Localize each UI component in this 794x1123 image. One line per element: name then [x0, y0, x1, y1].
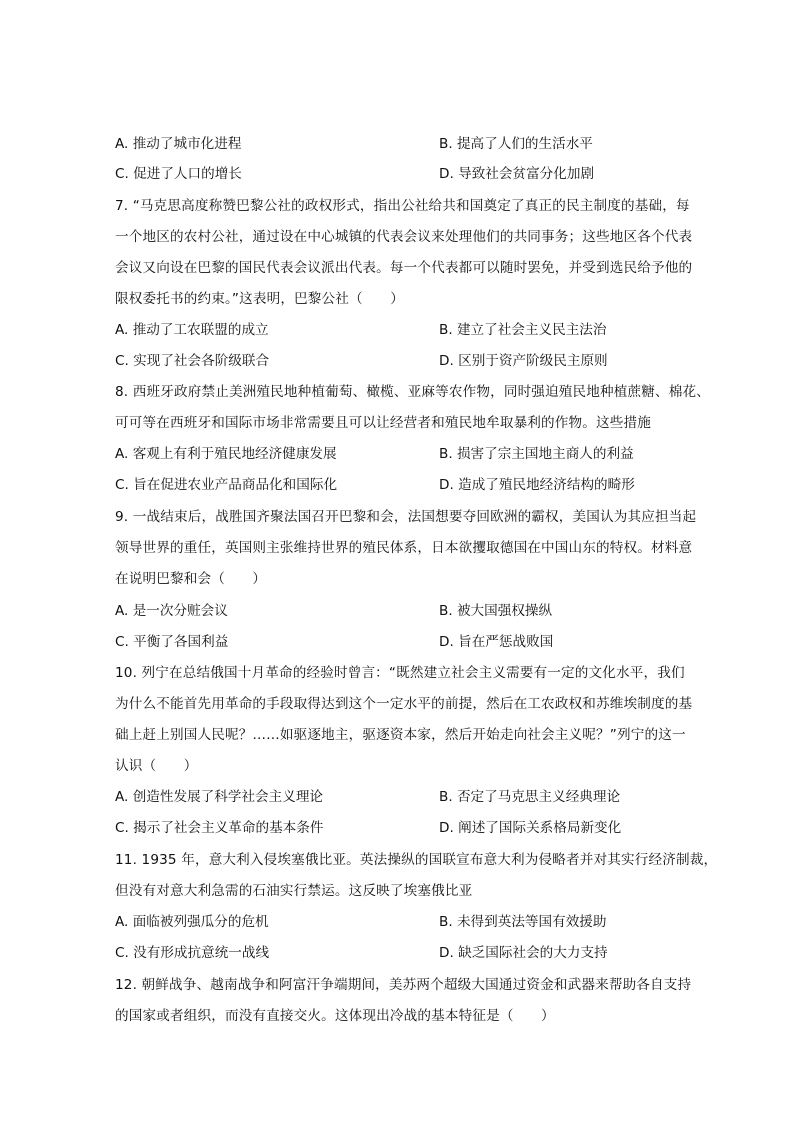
question-9-stem-line-1: 9. 一战结束后，战胜国齐聚法国召开巴黎和会，法国想要夺回欧洲的霸权，美国认为其应担当起	[115, 509, 697, 525]
question-12-stem-line-2: 的国家或者组织，而没有直接交火。这体现出冷战的基本特征是（ ）	[115, 1008, 555, 1024]
question-10-stem-line-1: 10. 列宁在总结俄国十月革命的经验时曾言：“既然建立社会主义需要有一定的文化水平，我们	[115, 665, 685, 681]
question-7-stem-line-2: 一个地区的农村公社，通过设在中心城镇的代表会议来处理他们的共同事务；这些地区各个代表	[115, 229, 693, 245]
question-10-stem-line-3: 础上赶上别国人民呢？……如驱逐地主，驱逐资本家，然后开始走向社会主义呢？”列宁的这一	[115, 727, 686, 743]
question-7-stem-line-1: 7. “马克思高度称赞巴黎公社的政权形式，指出公社给共和国奠定了真正的民主制度的基础，每	[115, 198, 690, 214]
option-d: D. 阐述了国际关系格局新变化	[439, 820, 622, 836]
option-d: D. 区别于资产阶级民主原则	[439, 353, 608, 369]
option-c: C. 平衡了各国利益	[115, 634, 229, 650]
question-7-stem-line-4: 限权委托书的约束。”这表明，巴黎公社（ ）	[115, 291, 405, 307]
option-b: B. 否定了马克思主义经典理论	[439, 789, 621, 805]
option-d: D. 造成了殖民地经济结构的畸形	[439, 477, 635, 493]
option-b: B. 未得到英法等国有效援助	[439, 914, 607, 930]
option-b: B. 被大国强权操纵	[439, 603, 553, 619]
question-8-stem-line-2: 可可等在西班牙和国际市场非常需要且可以让经营者和殖民地牟取暴利的作物。这些措施	[115, 415, 652, 431]
option-c: C. 揭示了社会主义革命的基本条件	[115, 820, 324, 836]
option-c: C. 没有形成抗意统一战线	[115, 945, 270, 961]
option-d: D. 旨在严惩战败国	[439, 634, 554, 650]
question-11-stem-line-1: 11. 1935 年，意大利入侵埃塞俄比亚。英法操纵的国联宣布意大利为侵略者并对其实行经济制裁，	[115, 852, 718, 868]
option-a: A. 客观上有利于殖民地经济健康发展	[115, 446, 337, 462]
question-9-stem-line-2: 领导世界的重任，英国则主张维持世界的殖民体系，日本欲攫取德国在中国山东的特权。材料意	[115, 540, 693, 556]
option-d: D. 导致社会贫富分化加剧	[439, 166, 595, 182]
option-a: A. 推动了城市化进程	[115, 136, 242, 152]
question-10-stem-line-2: 为什么不能首先用革命的手段取得达到这个一定水平的前提，然后在工农政权和苏维埃制度的基	[115, 696, 693, 712]
question-10-stem-line-4: 认识（ ）	[115, 758, 198, 774]
option-a: A. 推动了工农联盟的成立	[115, 322, 269, 338]
option-b: B. 建立了社会主义民主法治	[439, 322, 607, 338]
option-d: D. 缺乏国际社会的大力支持	[439, 945, 608, 961]
question-9-stem-line-3: 在说明巴黎和会（ ）	[115, 571, 267, 587]
option-a: A. 是一次分赃会议	[115, 603, 228, 619]
option-c: C. 促进了人口的增长	[115, 166, 242, 182]
option-c: C. 实现了社会各阶级联合	[115, 353, 270, 369]
question-8-stem-line-1: 8. 西班牙政府禁止美洲殖民地种植葡萄、橄榄、亚麻等农作物，同时强迫殖民地种植蔗糖、棉花、	[115, 384, 710, 400]
option-b: B. 提高了人们的生活水平	[439, 136, 593, 152]
question-12-stem-line-1: 12. 朝鲜战争、越南战争和阿富汗争端期间，美苏两个超级大国通过资金和武器来帮助各自支持	[115, 977, 692, 993]
option-b: B. 损害了宗主国地主商人的利益	[439, 446, 634, 462]
option-a: A. 面临被列强瓜分的危机	[115, 914, 269, 930]
option-a: A. 创造性发展了科学社会主义理论	[115, 789, 324, 805]
question-7-stem-line-3: 会议又向设在巴黎的国民代表会议派出代表。每一个代表都可以随时罢免，并受到选民给予他的	[115, 260, 693, 276]
question-11-stem-line-2: 但没有对意大利急需的石油实行禁运。这反映了埃塞俄比亚	[115, 883, 473, 899]
option-c: C. 旨在促进农业产品商品化和国际化	[115, 477, 338, 493]
